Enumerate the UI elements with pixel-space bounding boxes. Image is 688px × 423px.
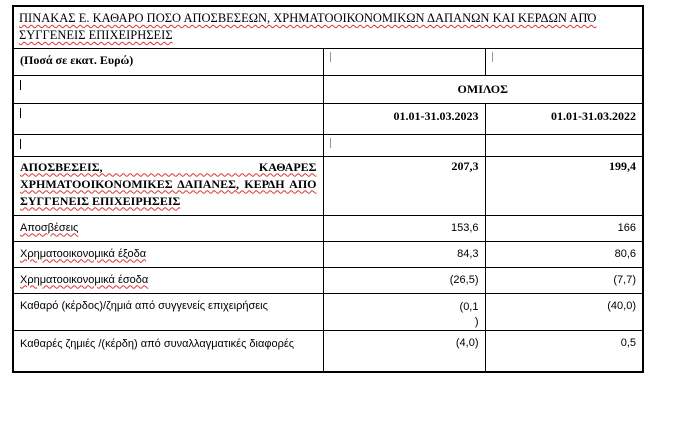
period-2022: 01.01-31.03.2022 [485,103,642,134]
units-row [14,49,642,75]
total-row-label-cell [14,156,323,215]
group-header: ΟΜΙΛΟΣ [323,75,642,103]
table-row [14,267,642,293]
spacer-empty-1 [14,134,323,156]
units-note: (Ποσά σε εκατ. Ευρώ) [14,49,323,75]
row-value-2023: 153,6 [323,215,485,241]
total-row-2023: 207,3 [323,156,485,215]
row-label: Χρηματοοικονομικά έσοδα [14,267,323,293]
table-row [14,241,642,267]
group-header-empty [14,75,323,103]
period-header-empty [14,103,323,134]
spacer-row [14,134,642,156]
row-value-2023-line1: (0,1 [459,300,479,313]
period-header-row [14,103,642,134]
units-row-empty-2 [485,49,642,75]
row-label: Καθαρές ζημιές /(κέρδη) από συναλλαγματικές διαφορές [14,330,323,371]
total-row-label: ΑΠΟΣΒΕΣΕΙΣ, ΚΑΘΑΡΕΣ ΧΡΗΜΑΤΟΟΙΚΟΝΟΜΙΚΕΣ ΔΑΠΑΝΕΣ, ΚΕΡΔΗ ΑΠΟ ΣΥΓΓΕΝΕΙΣ ΕΠΙΧΕΙΡΗΣΕΙΣ [20,159,317,208]
row-label: Καθαρό (κέρδος)/ζημιά από συγγενείς επιχειρήσεις [14,293,323,330]
total-row-2022: 199,4 [485,156,642,215]
period-2023: 01.01-31.03.2023 [323,103,485,134]
table-row [14,215,642,241]
row-value-2023-line2: ) [474,315,479,328]
spacer-empty-2 [323,134,485,156]
units-row-empty-1 [323,49,485,75]
row-value-2023: 84,3 [323,241,485,267]
table-row [14,293,642,330]
table-row [14,330,642,371]
row-value-2022: 80,6 [485,241,642,267]
total-row [14,156,642,215]
row-value-2022: (7,7) [485,267,642,293]
amortization-table [14,49,642,371]
row-value-2022: 0,5 [620,336,636,349]
financial-table-container [12,5,644,373]
table-title: ΠΙΝΑΚΑΣ Ε. ΚΑΘΑΡΟ ΠΟΣΟ ΑΠΟΣΒΕΣΕΩΝ, ΧΡΗΜΑΤΟΟΙΚΟΝΟΜΙΚΩΝ ΔΑΠΑΝΩΝ ΚΑΙ ΚΕΡΔΩΝ ΑΠΌ ΣΥΓΓΕΝΕΙΣ ΕΠΙΧΕΙΡΗΣΕΙΣ [14,7,642,49]
row-value-2023: (4,0) [323,330,485,371]
group-header-row [14,75,642,103]
row-value-2022: 166 [485,215,642,241]
row-label: Αποσβέσεις [14,215,323,241]
row-value-2023: (26,5) [323,267,485,293]
row-label: Χρηματοοικονομικά έξοδα [14,241,323,267]
spacer-empty-3 [485,134,642,156]
row-value-2023 [323,293,485,330]
row-value-2022: (40,0) [485,293,642,330]
